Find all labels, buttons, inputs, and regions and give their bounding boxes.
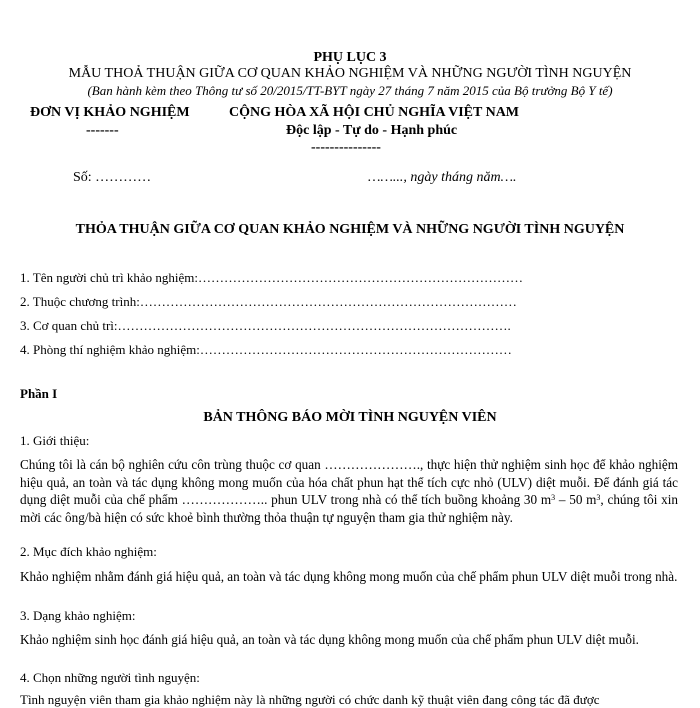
document-number: Số: …………	[73, 170, 152, 185]
motto: Độc lập - Tự do - Hạnh phúc	[286, 123, 458, 138]
field-laboratory: 4. Phòng thí nghiệm khảo nghiệm:………………………………………………………………	[20, 342, 512, 357]
appendix-subtitle: MẪU THOẢ THUẬN GIỮA CƠ QUAN KHẢO NGHIỆM VÀ NHỮNG NGƯỜI TÌNH NGUYỆN	[68, 66, 632, 81]
field-program: 2. Thuộc chương trình:……………………………………………………………………………	[20, 294, 517, 309]
part-title: BẢN THÔNG BÁO MỜI TÌNH NGUYỆN VIÊN	[203, 410, 497, 425]
part-label: Phần I	[20, 386, 58, 401]
section-4-text: Tình nguyện viên tham gia khảo nghiệm này là những người có chức danh kỹ thuật viên đang công tác đã được	[20, 692, 600, 707]
section-2-text: Khảo nghiệm nhằm đánh giá hiệu quả, an toàn và tác dụng không mong muốn của chế phẩm phun ULV diệt muỗi trong nhà.	[20, 569, 678, 584]
section-4-heading: 4. Chọn những người tình nguyện:	[20, 670, 200, 685]
motto-dash: ---------------	[311, 140, 381, 155]
date-line: ……..., ngày tháng năm….	[368, 170, 517, 185]
unit-dash: -------	[86, 123, 119, 138]
appendix-title: PHỤ LỤC 3	[313, 50, 387, 65]
agreement-title: THỎA THUẬN GIỮA CƠ QUAN KHẢO NGHIỆM VÀ NHỮNG NGƯỜI TÌNH NGUYỆN	[75, 222, 625, 237]
country-name: CỘNG HÒA XÃ HỘI CHỦ NGHĨA VIỆT NAM	[229, 105, 520, 120]
field-host-agency: 3. Cơ quan chủ trì:……………………………………………………………………………….	[20, 318, 511, 333]
issued-note: (Ban hành kèm theo Thông tư số 20/2015/TT-BYT ngày 27 tháng 7 năm 2015 của Bộ trưởng Bộ Y tế)	[87, 83, 613, 98]
section-3-text: Khảo nghiệm sinh học đánh giá hiệu quả, an toàn và tác dụng không mong muốn của chế phẩm phun ULV diệt muỗi.	[20, 632, 639, 647]
section-3-heading: 3. Dạng khảo nghiệm:	[20, 608, 136, 623]
section-1-heading: 1. Giới thiệu:	[20, 433, 90, 448]
unit-label: ĐƠN VỊ KHẢO NGHIỆM	[30, 105, 190, 120]
field-responsible-person: 1. Tên người chủ trì khảo nghiệm:…………………………………………………………………	[20, 270, 523, 285]
section-2-heading: 2. Mục đích khảo nghiệm:	[20, 544, 157, 559]
section-1-text: Chúng tôi là cán bộ nghiên cứu côn trùng thuộc cơ quan …………………., thực hiện thử nghiệm sinh học để khảo nghiệm hiệu quả, an toàn và tác dụng không mong muốn của hóa chất phun hạt thể tích cực nhỏ (ULV) diệt muỗi. Để đánh giá tác dụng diệt muỗi của chế phẩm ……………….. phun ULV trong nhà có thể tích buồng khoảng 30 $m^3 - 50$ $m^3$, chúng tôi xin mời các ông/bà hiện có sức khoẻ bình thường thỏa thuận tự nguyện tham gia thử nghiệm này.	[20, 457, 678, 525]
